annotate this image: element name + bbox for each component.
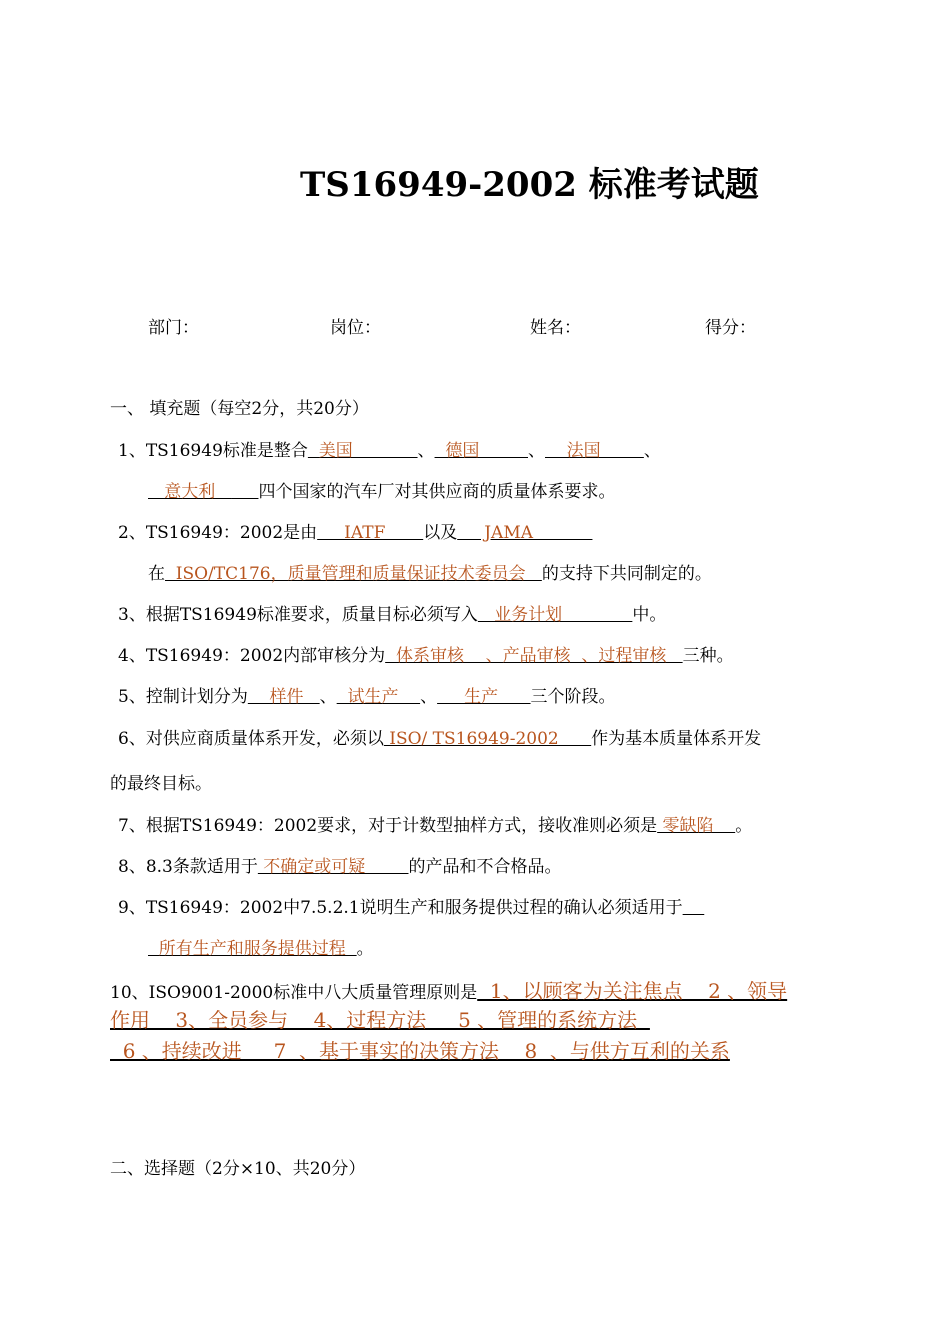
question-10-line2 (110, 1004, 650, 1033)
question-6-line1 (118, 724, 761, 749)
q7-suffix: 。 (735, 816, 753, 836)
question-7 (118, 811, 752, 836)
q10-prefix: 10、ISO9001-2000标准中八大质量管理原则是 (110, 983, 478, 1003)
q1-sep1: 、 (417, 441, 435, 461)
q4-prefix: 4、TS16949：2002内部审核分为 (118, 646, 386, 666)
dept-label: 部门： (148, 318, 199, 338)
q4-suffix: 三种。 (682, 646, 734, 666)
q5-answer-1: 样件 (247, 687, 320, 707)
question-9-line1 (118, 893, 704, 918)
q5-answer-3: 生产 (437, 687, 531, 707)
question-9-line2 (148, 934, 374, 959)
q5-prefix: 5、控制计划分为 (118, 687, 248, 707)
name-label: 姓名： (530, 318, 581, 338)
q3-answer-1: 业务计划 (477, 605, 633, 625)
question-10-line1 (110, 975, 787, 1004)
q4-answer-1: 体系审核 、产品审核 、过程审核 (385, 646, 683, 666)
q10-answer-line2: 作用 3、全员参与 4、过程方法 5 、管理的系统方法 (110, 1008, 650, 1032)
q8-prefix: 8、8.3条款适用于 (118, 857, 258, 877)
question-3 (118, 600, 666, 625)
page-title: TS16949-2002 标准考试题 (300, 165, 759, 205)
q5-sep1: 、 (319, 687, 337, 707)
q5-suffix: 三个阶段。 (530, 687, 616, 707)
q2-answer-1: IATF (317, 523, 424, 543)
question-4 (118, 641, 734, 666)
section1-heading: 一、 填充题（每空2分，共20分） (110, 399, 369, 419)
q5-sep2: 、 (420, 687, 438, 707)
question-10-line3 (110, 1035, 730, 1064)
q8-suffix: 的产品和不合格品。 (408, 857, 562, 877)
question-5 (118, 682, 616, 707)
section2-heading: 二、选择题（2分×10、共20分） (110, 1159, 366, 1179)
post-label: 岗位： (330, 318, 381, 338)
q2-answer-2: JAMA (457, 523, 593, 543)
q1-answer-4: 意大利 (148, 482, 232, 502)
q10-answer-line1: 1、以顾客为关注焦点 2 、领导 (477, 979, 788, 1003)
q1-answer-3: 法国 (545, 441, 644, 461)
q1-prefix: 1、TS16949标准是整合 (118, 441, 308, 461)
q2-mid: 以及 (423, 523, 458, 543)
q6-suffix: 作为基本质量体系开发 (591, 729, 762, 749)
q6-prefix: 6、对供应商质量体系开发，必须以 (118, 729, 384, 749)
q2-prefix: 2、TS16949：2002是由 (118, 523, 318, 543)
q10-answer-line3: 6 、持续改进 7 、基于事实的决策方法 8 、与供方互利的关系 (110, 1039, 730, 1063)
q9-blank (683, 898, 705, 918)
q7-prefix: 7、根据TS16949：2002要求，对于计数型抽样方式，接收准则必须是 (118, 816, 658, 836)
question-2-line1 (118, 518, 592, 543)
q3-suffix: 中。 (632, 605, 667, 625)
q8-answer-1: 不确定或可疑 (257, 857, 409, 877)
q7-answer-1: 零缺陷 (657, 816, 736, 836)
q2-answer-3: ISO/TC176，质量管理和质量保证技术委员会 (165, 564, 542, 584)
question-6-line2: 的最终目标。 (110, 774, 212, 794)
q1-answer-2: 德国 (434, 441, 528, 461)
q2-line2-prefix: 在 (148, 564, 165, 584)
q5-answer-2: 试生产 (336, 687, 421, 707)
q1-sep3: 、 (643, 441, 661, 461)
question-2-line2 (148, 559, 712, 584)
q3-prefix: 3、根据TS16949标准要求，质量目标必须写入 (118, 605, 478, 625)
q9-suffix: 。 (356, 939, 374, 959)
q1-suffix: 四个国家的汽车厂对其供应商的质量体系要求。 (258, 482, 616, 502)
question-1-line1 (118, 436, 661, 461)
q2-suffix: 的支持下共同制定的。 (541, 564, 712, 584)
q9-prefix: 9、TS16949：2002中7.5.2.1说明生产和服务提供过程的确认必须适用于 (118, 898, 683, 918)
q1-answer-1: 美国 (307, 441, 418, 461)
q9-answer-1: 所有生产和服务提供过程 (148, 939, 357, 959)
question-8 (118, 852, 562, 877)
question-1-line2 (148, 477, 615, 502)
score-label: 得分： (705, 318, 756, 338)
q1-blank-4 (231, 482, 258, 502)
q6-answer-1: ISO/ TS16949-2002 (383, 729, 592, 749)
q1-sep2: 、 (528, 441, 545, 461)
